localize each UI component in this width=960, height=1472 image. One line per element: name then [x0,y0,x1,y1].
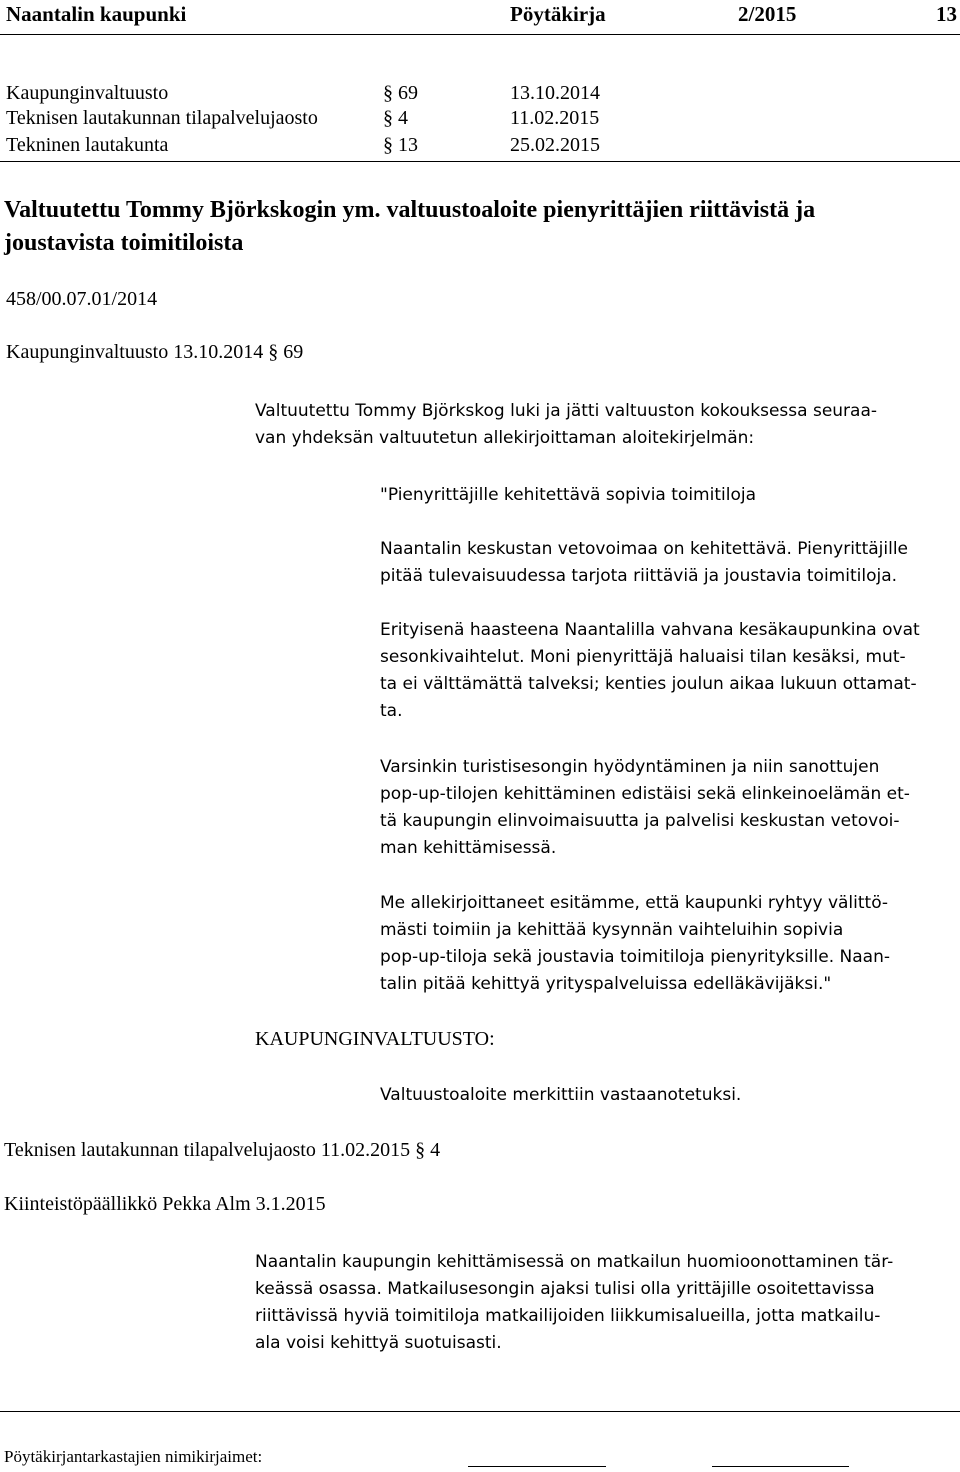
history-body: Tekninen lautakunta [6,134,169,156]
footer-label: Pöytäkirjantarkastajien nimikirjaimet: [4,1447,263,1466]
motion-line: pop-up-tiloja sekä joustavia toimitiloja pienyrityksille. Naan- [380,947,890,967]
record-number: 458/00.07.01/2014 [6,288,158,310]
motion-line: Me allekirjoittaneet esitämme, että kaupunki ryhtyy välittö- [380,893,889,913]
intro-text [255,398,877,452]
history-body: Kaupunginvaltuusto [6,82,169,104]
motion-line: Erityisenä haasteena Naantalilla vahvana kesäkaupunkina ovat [380,620,920,640]
motion-paragraph-4 [380,890,890,998]
motion-line: man kehittämisessä. [380,838,557,858]
intro-line: Valtuutettu Tommy Björkskog luki ja jätti valtuuston kokouksessa seuraa- [255,401,878,421]
history-section: § 69 [383,82,418,104]
motion-paragraph-2 [380,617,920,725]
intro-line: van yhdeksän valtuutetun allekirjoittaman aloitekirjelmän: [255,428,755,448]
history-body: Teknisen lautakunnan tilapalvelujaosto [6,107,318,129]
author-line: Kiinteistöpäällikkö Pekka Alm 3.1.2015 [4,1193,326,1215]
initials-line [712,1466,849,1467]
motion-line: talin pitää kehittyä yrityspalveluissa edelläkävijäksi." [380,974,832,994]
final-line: Naantalin kaupungin kehittämisessä on matkailun huomioonottaminen tär- [255,1252,894,1272]
final-line: keässä osassa. Matkailusesongin ajaksi tulisi olla yrittäjille osoitettavissa [255,1279,875,1299]
header-doc-type: Pöytäkirja [510,2,606,26]
header-rule [0,34,960,35]
history-rule [0,161,960,162]
decision-text: Valtuustoaloite merkittiin vastaanotetuksi. [380,1085,742,1105]
motion-line: tä kaupungin elinvoimaisuutta ja palvelisi keskustan vetovoi- [380,811,900,831]
header-number: 2/2015 [738,2,797,26]
subcommittee-meeting-heading: Teknisen lautakunnan tilapalvelujaosto 11.02.2015 § 4 [4,1139,441,1161]
motion-paragraph-1 [380,536,908,590]
history-section: § 4 [383,107,408,129]
history-section: § 13 [383,134,418,156]
history-date: 11.02.2015 [510,107,600,129]
footer-rule [0,1411,960,1412]
final-line: ala voisi kehittyä suotuisasti. [255,1333,502,1353]
motion-line: pitää tulevaisuudessa tarjota riittäviä ja joustavia toimitiloja. [380,566,898,586]
initials-line [468,1466,606,1467]
motion-line: pop-up-tilojen kehittäminen edistäisi sekä elinkeinoelämän et- [380,784,910,804]
decision-label: KAUPUNGINVALTUUSTO: [255,1028,495,1050]
motion-heading: "Pienyrittäjille kehitettävä sopivia toimitiloja [380,485,756,505]
final-paragraph [255,1249,893,1357]
header-org: Naantalin kaupunki [6,2,187,26]
motion-line: ta. [380,701,403,721]
motion-line: mästi toimiin ja kehittää kysynnän vaihteluihin sopivia [380,920,844,940]
motion-line: ta ei välttämättä talveksi; kenties joulun aikaa lukuun ottamat- [380,674,917,694]
motion-line: sesonkivaihtelut. Moni pienyrittäjä haluaisi tilan kesäksi, mut- [380,647,906,667]
motion-line: Naantalin keskustan vetovoimaa on kehitettävä. Pienyrittäjille [380,539,909,559]
history-date: 13.10.2014 [510,82,600,104]
motion-line: Varsinkin turistisesongin hyödyntäminen ja niin sanottujen [380,757,880,777]
final-line: riittävissä hyviä toimitiloja matkailijoiden liikkumisalueilla, jotta matkailu- [255,1306,881,1326]
history-date: 25.02.2015 [510,134,600,156]
header-page: 13 [936,2,957,26]
council-meeting-heading: Kaupunginvaltuusto 13.10.2014 § 69 [6,341,304,363]
page-title-line: joustavista toimitiloista [4,230,244,256]
page-title-line: Valtuutettu Tommy Björkskogin ym. valtuustoaloite pienyrittäjien riittävistä ja [4,197,816,223]
motion-paragraph-3 [380,754,910,862]
